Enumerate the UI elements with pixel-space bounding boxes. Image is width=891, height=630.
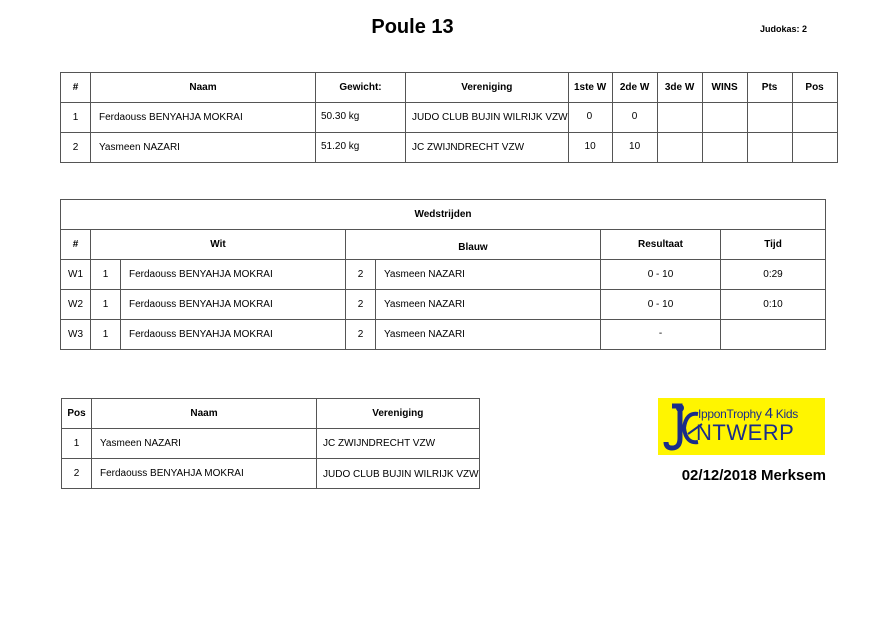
cell-wit-nr: 1 [91, 260, 121, 290]
col-header: # [61, 230, 91, 260]
cell-wins [702, 103, 747, 133]
cell-blauw: Yasmeen NAZARI [376, 260, 601, 290]
cell-wit: Ferdaouss BENYAHJA MOKRAI [121, 290, 346, 320]
cell-naam: Yasmeen NAZARI [91, 133, 316, 163]
col-header: Vereniging [317, 399, 480, 429]
cell-naam: Yasmeen NAZARI [92, 429, 317, 459]
cell-pos: 1 [62, 429, 92, 459]
page-title: Poule 13 [371, 16, 454, 38]
cell-match-nr: W1 [61, 260, 91, 290]
cell-wit: Ferdaouss BENYAHJA MOKRAI [121, 260, 346, 290]
cell-blauw-nr: 2 [346, 290, 376, 320]
logo-line1: IpponTrophy 4 Kids [698, 405, 798, 422]
cell-w1: 10 [568, 133, 612, 163]
table-row [62, 429, 480, 459]
col-header: Gewicht: [316, 73, 406, 103]
cell-blauw: Yasmeen NAZARI [376, 320, 601, 350]
cell-blauw-nr: 2 [346, 320, 376, 350]
cell-resultaat: 0 - 10 [601, 290, 721, 320]
cell-resultaat: - [601, 320, 721, 350]
table-row [61, 133, 838, 163]
col-header: Pos [62, 399, 92, 429]
logo-line2: NTWERP [696, 420, 795, 445]
cell-tijd: 0:29 [721, 260, 826, 290]
ranking-header-row [62, 399, 480, 429]
col-header: Naam [92, 399, 317, 429]
poule-header-row [61, 73, 838, 103]
col-header: WINS [702, 73, 747, 103]
ranking-table [61, 398, 480, 489]
cell-vereniging: JUDO CLUB BUJIN WILRIJK VZW [406, 103, 569, 133]
cell-pts [747, 103, 792, 133]
table-row [61, 320, 826, 350]
col-header: Blauw [346, 230, 601, 260]
cell-w3 [657, 103, 702, 133]
cell-match-nr: W2 [61, 290, 91, 320]
col-header: 2de W [612, 73, 657, 103]
table-row [61, 260, 826, 290]
cell-pos: 2 [62, 459, 92, 489]
cell-w2: 10 [612, 133, 657, 163]
wedstrijden-table [60, 199, 826, 350]
col-header: Naam [91, 73, 316, 103]
col-header: Resultaat [601, 230, 721, 260]
cell-nr: 2 [61, 133, 91, 163]
cell-pts [747, 133, 792, 163]
col-header: Pts [747, 73, 792, 103]
cell-vereniging: JUDO CLUB BUJIN WILRIJK VZW [317, 459, 480, 489]
wedstrijden-title: Wedstrijden [61, 200, 826, 230]
cell-w2: 0 [612, 103, 657, 133]
cell-nr: 1 [61, 103, 91, 133]
col-header: # [61, 73, 91, 103]
cell-resultaat: 0 - 10 [601, 260, 721, 290]
cell-naam: Ferdaouss BENYAHJA MOKRAI [92, 459, 317, 489]
cell-vereniging: JC ZWIJNDRECHT VZW [406, 133, 569, 163]
col-header: 3de W [657, 73, 702, 103]
col-header: Vereniging [406, 73, 569, 103]
cell-w1: 0 [568, 103, 612, 133]
wedstrijden-header-row [61, 230, 826, 260]
cell-wit: Ferdaouss BENYAHJA MOKRAI [121, 320, 346, 350]
table-row [61, 103, 838, 133]
cell-blauw: Yasmeen NAZARI [376, 290, 601, 320]
col-header: Wit [91, 230, 346, 260]
cell-tijd [721, 320, 826, 350]
col-header: Tijd [721, 230, 826, 260]
cell-pos [792, 103, 837, 133]
judokas-count: Judokas: 2 [760, 24, 808, 34]
cell-pos [792, 133, 837, 163]
poule-table [60, 72, 838, 163]
cell-gewicht: 51.20 kg [316, 133, 406, 163]
cell-wins [702, 133, 747, 163]
table-row [61, 290, 826, 320]
cell-gewicht: 50.30 kg [316, 103, 406, 133]
cell-w3 [657, 133, 702, 163]
table-row [62, 459, 480, 489]
wedstrijden-title-row [61, 200, 826, 230]
cell-match-nr: W3 [61, 320, 91, 350]
cell-wit-nr: 1 [91, 290, 121, 320]
cell-vereniging: JC ZWIJNDRECHT VZW [317, 429, 480, 459]
col-header: Pos [792, 73, 837, 103]
cell-blauw-nr: 2 [346, 260, 376, 290]
cell-naam: Ferdaouss BENYAHJA MOKRAI [91, 103, 316, 133]
cell-wit-nr: 1 [91, 320, 121, 350]
cell-tijd: 0:10 [721, 290, 826, 320]
date-place: 02/12/2018 Merksem [681, 467, 826, 484]
col-header: 1ste W [568, 73, 612, 103]
ippon-trophy-logo [658, 398, 825, 455]
